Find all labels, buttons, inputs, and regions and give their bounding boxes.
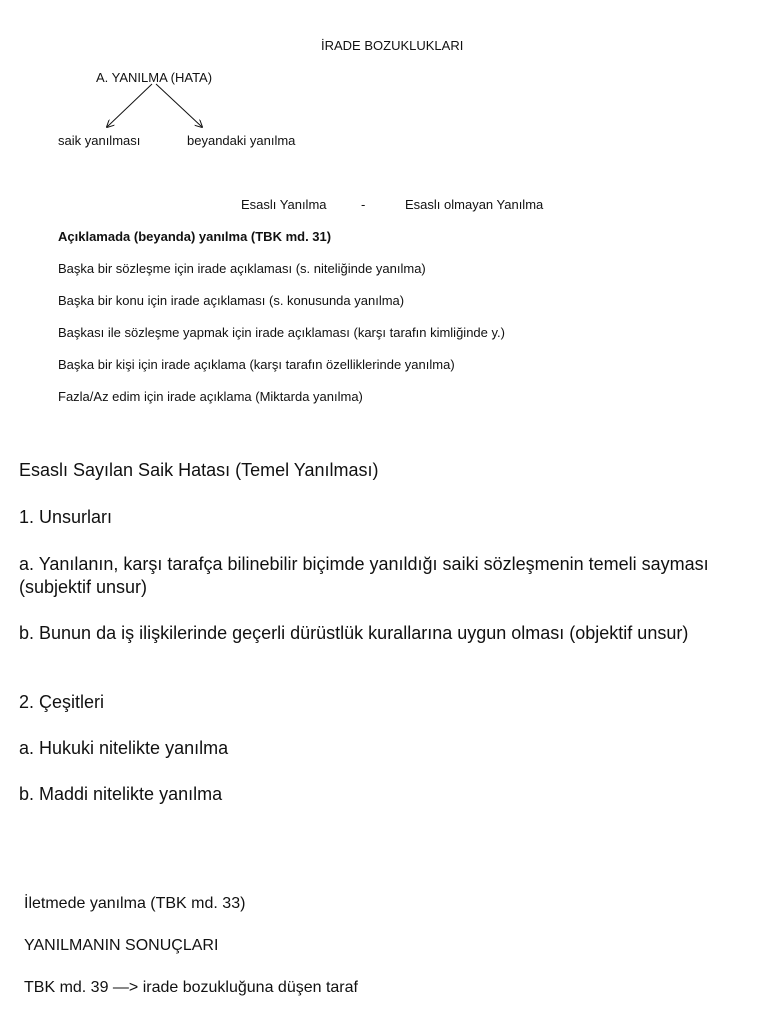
types-title: 2. Çeşitleri [19,692,105,712]
diagram-arrows [0,0,768,200]
element-a: a. Yanılanın, karşı tarafça bilinebilir biçimde yanıldığı saiki sözleşmenin temeli sayması (subjektif unsur) [19,554,709,597]
page-title: İRADE BOZUKLUKLARI [321,38,464,53]
declaration-item: Fazla/Az edim için irade açıklama (Miktarda yanılma) [58,389,363,404]
declaration-item: Başka bir konu için irade açıklaması (s. konusunda yanılma) [58,293,405,308]
diagram-left-child: saik yanılması [58,133,141,148]
classification-left: Esaslı Yanılma [241,197,327,212]
transmission-error: İletmede yanılma (TBK md. 33) [24,895,246,912]
declaration-heading: Açıklamada (beyanda) yanılma (TBK md. 31) [58,229,332,244]
diagram-right-child: beyandaki yanılma [187,133,296,148]
diagram-root-label: A. YANILMA (HATA) [96,70,213,85]
type-a: a. Hukuki nitelikte yanılma [19,738,229,758]
classification-dash: - [361,197,366,212]
element-b: b. Bunun da iş ilişkilerinde geçerli dürüstlük kurallarına uygun olması (objektif unsur) [19,623,689,643]
declaration-item: Başka bir kişi için irade açıklama (karşı tarafın özelliklerinde yanılma) [58,357,455,372]
classification-right: Esaslı olmayan Yanılma [405,197,544,212]
type-b: b. Maddi nitelikte yanılma [19,784,223,804]
arrow-right [156,84,202,127]
declaration-item: Başka bir sözleşme için irade açıklaması (s. niteliğinde yanılma) [58,261,426,276]
declaration-item: Başkası ile sözleşme yapmak için irade açıklaması (karşı tarafın kimliğinde y.) [58,325,505,340]
consequences-title: YANILMANIN SONUÇLARI [24,937,219,954]
elements-title: 1. Unsurları [19,507,113,527]
arrow-left [107,84,152,127]
consequence-line: TBK md. 39 —> irade bozukluğuna düşen taraf [24,979,358,996]
motive-heading: Esaslı Sayılan Saik Hatası (Temel Yanılması) [19,460,379,480]
